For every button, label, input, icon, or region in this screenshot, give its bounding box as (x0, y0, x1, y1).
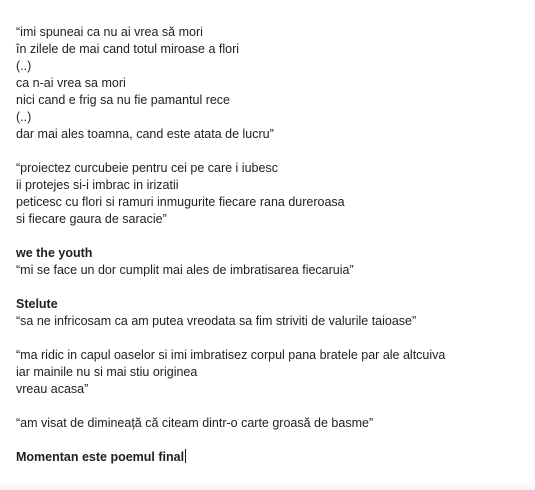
text-line: (..) (16, 110, 32, 124)
stanza-3 (16, 245, 526, 279)
text-line: (..) (16, 59, 32, 73)
blank-line (16, 228, 526, 245)
text-line: vreau acasa” (16, 382, 89, 396)
text-line: ca n-ai vrea sa mori (16, 76, 126, 90)
text-line: “sa ne infricosam ca am putea vreodata sa fim striviti de valurile taioase” (16, 314, 417, 328)
text-line: “imi spuneai ca nu ai vrea să mori (16, 25, 203, 39)
text-line: si fiecare gaura de saracie” (16, 212, 167, 226)
text-line: “proiectez curcubeie pentru cei pe care i iubesc (16, 161, 278, 175)
stanza-4 (16, 296, 526, 330)
text-line: “mi se face un dor cumplit mai ales de imbratisarea fiecaruia” (16, 263, 354, 277)
stanza-6 (16, 415, 526, 432)
blank-line (16, 279, 526, 296)
final-line (16, 449, 526, 466)
text-line: dar mai ales toamna, cand este atata de lucru” (16, 127, 274, 141)
stanza-2 (16, 160, 526, 228)
text-line: “am visat de dimineață că citeam dintr-o carte groasă de basme” (16, 416, 374, 430)
blank-line (16, 143, 526, 160)
text-line: nici cand e frig sa nu fie pamantul rece (16, 93, 231, 107)
text-cursor (185, 449, 186, 463)
text-line: iar mainile nu si mai stiu originea (16, 365, 198, 379)
blank-line (16, 398, 526, 415)
section-heading: we the youth (16, 246, 93, 260)
bottom-edge-shadow (0, 480, 535, 490)
section-heading: Stelute (16, 297, 58, 311)
final-line-text: Momentan este poemul final (16, 450, 185, 464)
blank-line (16, 330, 526, 347)
text-line: în zilele de mai cand totul miroase a flori (16, 42, 240, 56)
stanza-1 (16, 24, 526, 143)
stanza-5 (16, 347, 526, 398)
text-line: peticesc cu flori si ramuri inmugurite fiecare rana dureroasa (16, 195, 345, 209)
blank-line (16, 432, 526, 449)
document-body[interactable] (16, 24, 526, 466)
text-line: “ma ridic in capul oaselor si imi imbratisez corpul pana bratele par ale altcuiva (16, 348, 446, 362)
text-line: ii protejes si-i imbrac in irizatii (16, 178, 179, 192)
